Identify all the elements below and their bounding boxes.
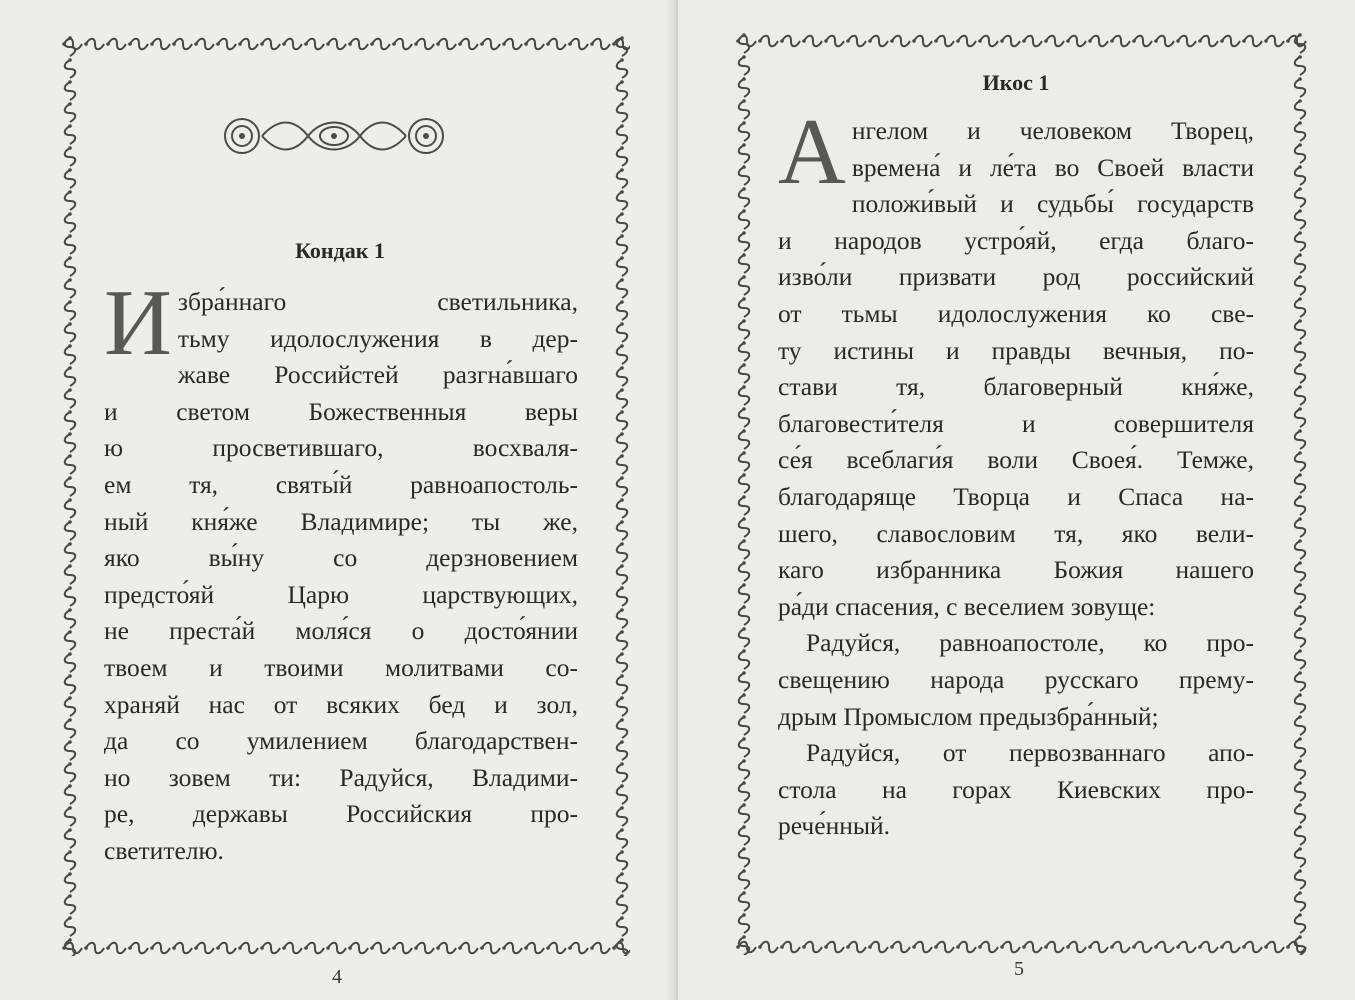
text-line: да со умилением благодарствен- bbox=[104, 726, 578, 756]
text-line: времена́ и ле́та во Своей власти bbox=[851, 152, 1254, 182]
right-paragraph-2 bbox=[778, 625, 1254, 735]
text-line: стави тя, благоверный кня́же, bbox=[778, 372, 1254, 402]
right-drop-cap: А bbox=[778, 100, 846, 204]
text-line: тьму идолослужения в дер- bbox=[177, 323, 578, 353]
text-line: каго избранника Божия нашего bbox=[778, 555, 1254, 585]
right-section-title: Икос 1 bbox=[982, 70, 1050, 95]
text-line: дрым Промыслом предызбра́нный; bbox=[778, 701, 1159, 731]
text-line: ем тя, святы́й равноапостоль- bbox=[104, 469, 578, 499]
frame-left-ornament bbox=[736, 33, 752, 955]
text-line: рече́нный. bbox=[778, 811, 891, 841]
text-line: се́я всеблаги́я воли Своея́. Темже, bbox=[778, 445, 1254, 475]
text-line: не преста́й моля́ся о досто́янии bbox=[104, 616, 578, 646]
text-line: но зовем ти: Радуйся, Владими- bbox=[104, 762, 578, 792]
frame-top-ornament bbox=[62, 36, 630, 52]
text-line: и народов устро́яй, егда благо- bbox=[778, 225, 1254, 255]
text-line: твоем и твоими молитвами со- bbox=[104, 652, 578, 682]
text-line: нгелом и человеком Творец, bbox=[851, 116, 1254, 145]
text-line: ра́ди спасения, с веселием зовуще: bbox=[778, 591, 1156, 621]
left-body-text bbox=[104, 271, 578, 870]
text-line: яко вы́ну со дерзновением bbox=[104, 543, 578, 573]
text-line: свещению народа русскаго прему- bbox=[778, 664, 1254, 694]
text-line: изво́ли призвати род российский bbox=[778, 262, 1254, 292]
text-line: благовести́теля и совершителя bbox=[778, 408, 1254, 438]
right-page bbox=[678, 0, 1355, 1000]
text-line: шего, славословим тя, яко вели- bbox=[778, 518, 1254, 548]
frame-right-ornament bbox=[614, 36, 630, 956]
text-line: светителю. bbox=[104, 835, 224, 865]
right-lines bbox=[778, 100, 1254, 625]
headpiece-ornament bbox=[218, 112, 450, 160]
frame-bottom-ornament bbox=[736, 939, 1308, 955]
text-line: ный кня́же Владимире; ты же, bbox=[104, 506, 578, 536]
text-line: Радуйся, равноапостоле, ко про- bbox=[806, 628, 1254, 658]
right-body-text bbox=[778, 100, 1254, 845]
left-page-number: 4 bbox=[332, 966, 342, 988]
left-drop-cap: И bbox=[104, 271, 172, 375]
text-line: стола на горах Киевских про- bbox=[778, 774, 1254, 804]
left-lines bbox=[104, 271, 578, 870]
text-line: ре, державы Российския про- bbox=[104, 799, 578, 829]
text-line: предсто́яй Царю царствующих, bbox=[104, 579, 578, 609]
left-page bbox=[0, 0, 676, 1000]
right-paragraph-3 bbox=[778, 735, 1254, 845]
text-line: ю просветившаго, восхваля- bbox=[104, 433, 578, 463]
text-line: ту истины и правды вечныя, по- bbox=[778, 335, 1254, 365]
text-line: и светом Божественныя веры bbox=[104, 396, 578, 426]
text-line: храняй нас от всяких бед и зол, bbox=[104, 689, 578, 719]
text-line: жаве Российстей разгна́вшаго bbox=[177, 360, 578, 390]
text-line: от тьмы идолослужения ко све- bbox=[778, 298, 1254, 328]
right-page-number: 5 bbox=[1014, 958, 1024, 980]
text-line: Радуйся, от первозваннаго апо- bbox=[806, 738, 1254, 768]
text-line: збра́ннаго светильника, bbox=[177, 287, 578, 316]
frame-right-ornament bbox=[1292, 33, 1308, 955]
frame-bottom-ornament bbox=[62, 940, 630, 956]
text-line: благодаряще Творца и Спаса на- bbox=[778, 481, 1254, 511]
left-section-title: Кондак 1 bbox=[295, 238, 385, 263]
text-line: положи́вый и судьбы́ государств bbox=[851, 189, 1254, 219]
frame-left-ornament bbox=[62, 36, 78, 956]
frame-top-ornament bbox=[736, 33, 1308, 49]
